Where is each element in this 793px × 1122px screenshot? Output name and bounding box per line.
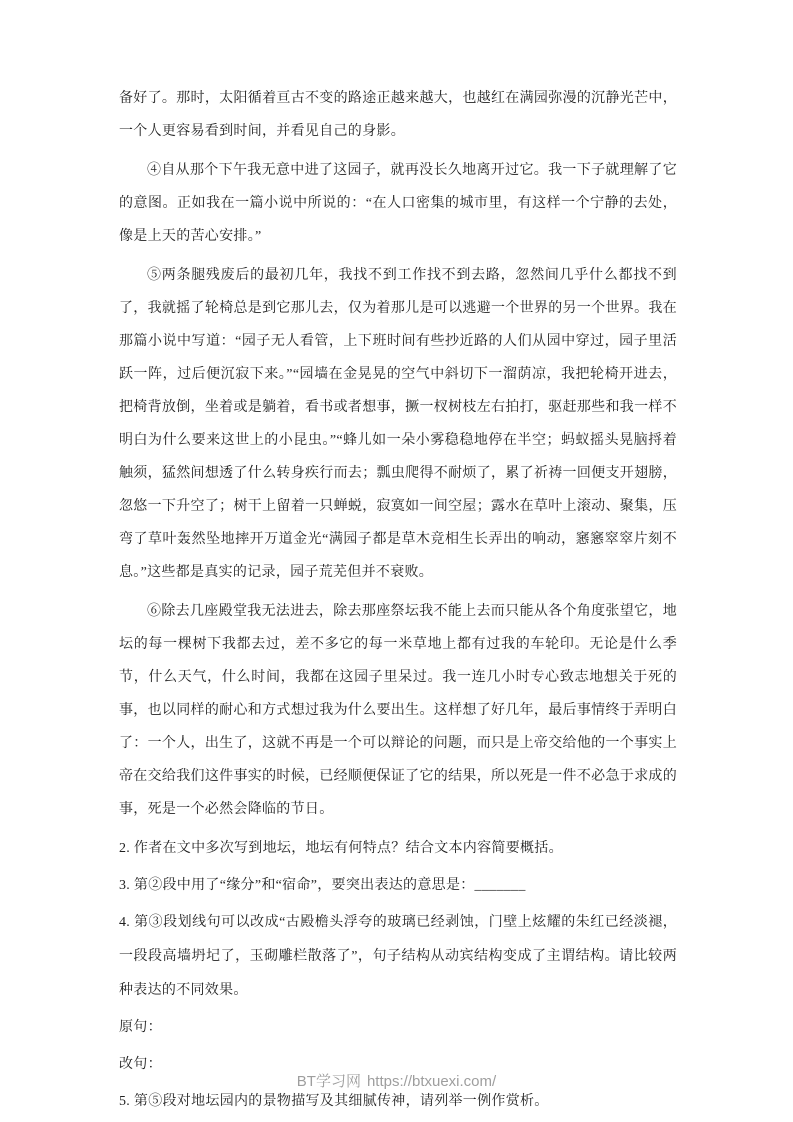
passage-paragraph-5: ⑤两条腿残废后的最初几年，我找不到工作找不到去路，忽然间几乎什么都找不到了，我就摇了轮椅总是到它那儿去，仅为着那儿是可以逃避一个世界的另一个世界。我在那篇小说中写道：“园子无人看管，上下班时间有些抄近路的人们从园中穿过，园子里活跃一阵，过后便沉寂下来。”“园墙在金晃晃的空气中斜切下一溜荫凉，我把轮椅开进去，把椅背放倒，坐着或是躺着，看书或者想事，撅一杈树枝左右拍打，驱赶那些和我一样不明白为什么要来这世上的小昆虫。”“蜂儿如一朵小雾稳稳地停在半空；蚂蚁摇头晃脑捋着触须，猛然间想透了什么转身疾行而去；瓢虫爬得不耐烦了，累了祈祷一回便支开翅膀，忽悠一下升空了；树干上留着一只蝉蜕，寂寞如一间空屋；露水在草叶上滚动、聚集，压弯了草叶轰然坠地摔开万道金光“满园子都是草木竞相生长弄出的响动，窸窸窣窣片刻不息。”这些都是真实的记录，园子荒芜但并不衰败。: [119, 268, 677, 580]
footer-url-link[interactable]: https://btxuexi.com/: [366, 1073, 497, 1090]
revised-sentence-label: 改句：: [119, 1057, 162, 1072]
question-3: 3. 第②段中用了“缘分”和“宿命”，要突出表达的意思是：_______: [119, 878, 526, 893]
question-4: 4. 第③段划线句可以改成“古殿檐头浮夸的玻璃已经剥蚀，门壁上炫耀的朱红已经淡褪，一段段高墙坍圮了，玉砌雕栏散落了”，句子结构从动宾结构变成了主谓结构。请比较两种表达的不同效果。: [119, 915, 677, 998]
passage-paragraph-continuation: 备好了。那时，太阳循着亘古不变的路途正越来越大，也越红在满园弥漫的沉静光芒中，一个人更容易看到时间，并看见自己的身影。: [119, 91, 677, 139]
reading-passage: [119, 82, 677, 826]
question-2: 2. 作者在文中多次写到地坛，地坛有何特点？结合文本内容简要概括。: [119, 841, 563, 856]
footer-site-name: BT学习网: [296, 1073, 361, 1090]
page-footer: [0, 1070, 793, 1091]
document-body: [119, 82, 677, 1122]
passage-paragraph-4: ④自从那个下午我无意中进了这园子，就再没长久地离开过它。我一下子就理解了它的意图。正如我在一篇小说中所说的：“在人口密集的城市里，有这样一个宁静的去处，像是上天的苦心安排。”: [119, 163, 677, 244]
passage-paragraph-6: ⑥除去几座殿堂我无法进去，除去那座祭坛我不能上去而只能从各个角度张望它，地坛的每一棵树下我都去过，差不多它的每一米草地上都有过我的车轮印。无论是什么季节，什么天气，什么时间，我都在这园子里呆过。我一连几小时专心致志地想关于死的事，也以同样的耐心和方式想过我为什么要出生。这样想了好几年，最后事情终于弄明白了：一个人，出生了，这就不再是一个可以辩论的问题，而只是上帝交给他的一个事实上帝在交给我们这件事实的时候，已经顺便保证了它的结果，所以死是一件不必急于求成的事，死是一个必然会降临的节日。: [119, 604, 677, 817]
question-5: 5. 第⑤段对地坛园内的景物描写及其细腻传神，请列举一例作赏析。: [119, 1094, 549, 1109]
original-sentence-label: 原句：: [119, 1020, 162, 1035]
